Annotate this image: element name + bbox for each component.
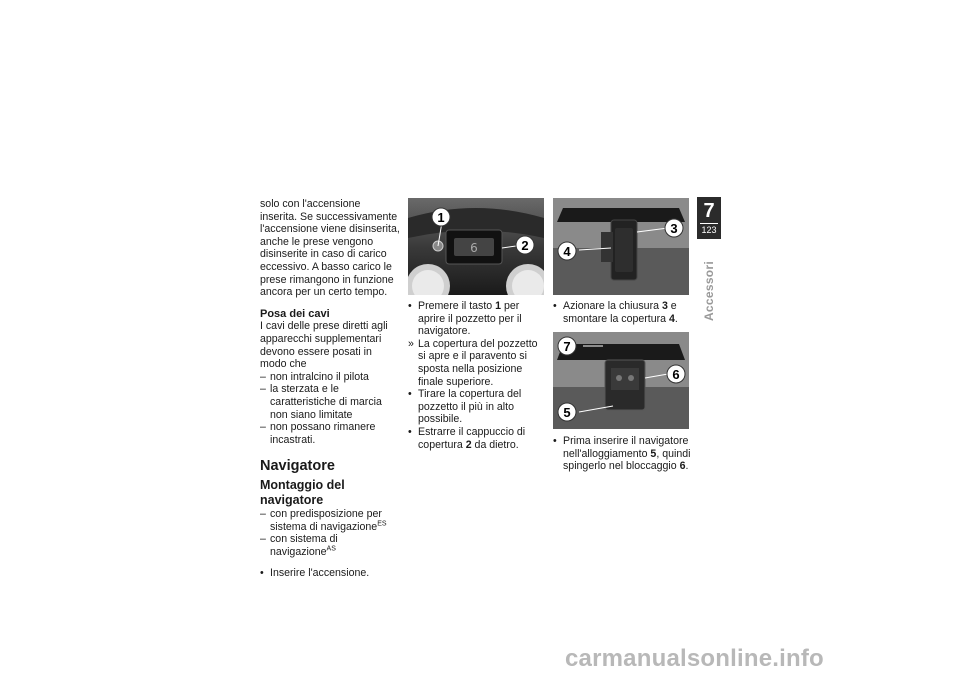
result-item: » La copertura del pozzetto si apre e il paravento si sposta nella posizione finale superiore. <box>408 337 538 388</box>
text-column-3b <box>553 435 691 473</box>
list-item: – la sterzata e le caratteristiche di marcia non siano limitate <box>260 383 382 421</box>
callout-3: 3 <box>670 221 678 236</box>
mount-heading: Montaggio del navigatore <box>260 478 345 508</box>
page-number: 123 <box>701 225 717 235</box>
list-item: – con sistema di navigazione$^{AS}$ <box>260 533 338 559</box>
chapter-title-vertical: Accessori <box>702 260 716 322</box>
list-item: – con predisposizione per sistema di navigazione$^{ES}$ <box>260 508 387 533</box>
text-column-3 <box>553 300 691 325</box>
svg-text:6: 6 <box>470 241 478 255</box>
step-item: • Prima inserire il navigatore nell'alloggiamento 5, quindi spingerlo nel bloccaggio 6. <box>553 435 691 473</box>
callout-1: 1 <box>437 210 445 225</box>
photo-cradle-mount <box>553 332 689 429</box>
watermark: carmanualsonline.info <box>565 645 824 672</box>
callout-2: 2 <box>521 238 529 253</box>
section-heading-navigatore: Navigatore <box>260 458 335 475</box>
step-item: • Estrarre il cappuccio di copertura 2 da dietro. <box>408 425 526 451</box>
text-column-2 <box>408 300 546 451</box>
text-column-1 <box>260 198 400 579</box>
list-item: – non intralcino il pilota <box>260 370 369 383</box>
list-item: – non possano rimanere incastrati. <box>260 421 376 446</box>
callout-6: 6 <box>672 367 680 382</box>
step-item: • Tirare la copertura del pozzetto il più in alto possibile. <box>408 388 522 426</box>
callout-5: 5 <box>563 405 571 420</box>
callout-4: 4 <box>563 244 571 259</box>
intro-paragraph: solo con l'accensione inserita. Se successivamente l'accensione viene disinserita, anche le prese vengono disinserite in caso di carico eccessivo. A basso carico le prese rimangono in funzione ancora per un certo tempo. <box>260 198 400 299</box>
cables-heading: Posa dei cavi <box>260 307 330 320</box>
photo-dashboard <box>408 198 544 295</box>
photo-cradle-cover <box>553 198 689 295</box>
callout-7: 7 <box>563 339 571 354</box>
step-item: • Premere il tasto 1 per aprire il pozzetto per il navigatore. <box>408 300 522 338</box>
step-item: • Azionare la chiusura 3 e smontare la copertura 4. <box>553 300 678 325</box>
cables-text: I cavi delle prese diretti agli apparecchi supplementari devono essere posati in modo che <box>260 320 388 371</box>
step-item: • Inserire l'accensione. <box>260 566 370 579</box>
chapter-tab <box>697 197 721 239</box>
chapter-number: 7 <box>703 200 715 222</box>
